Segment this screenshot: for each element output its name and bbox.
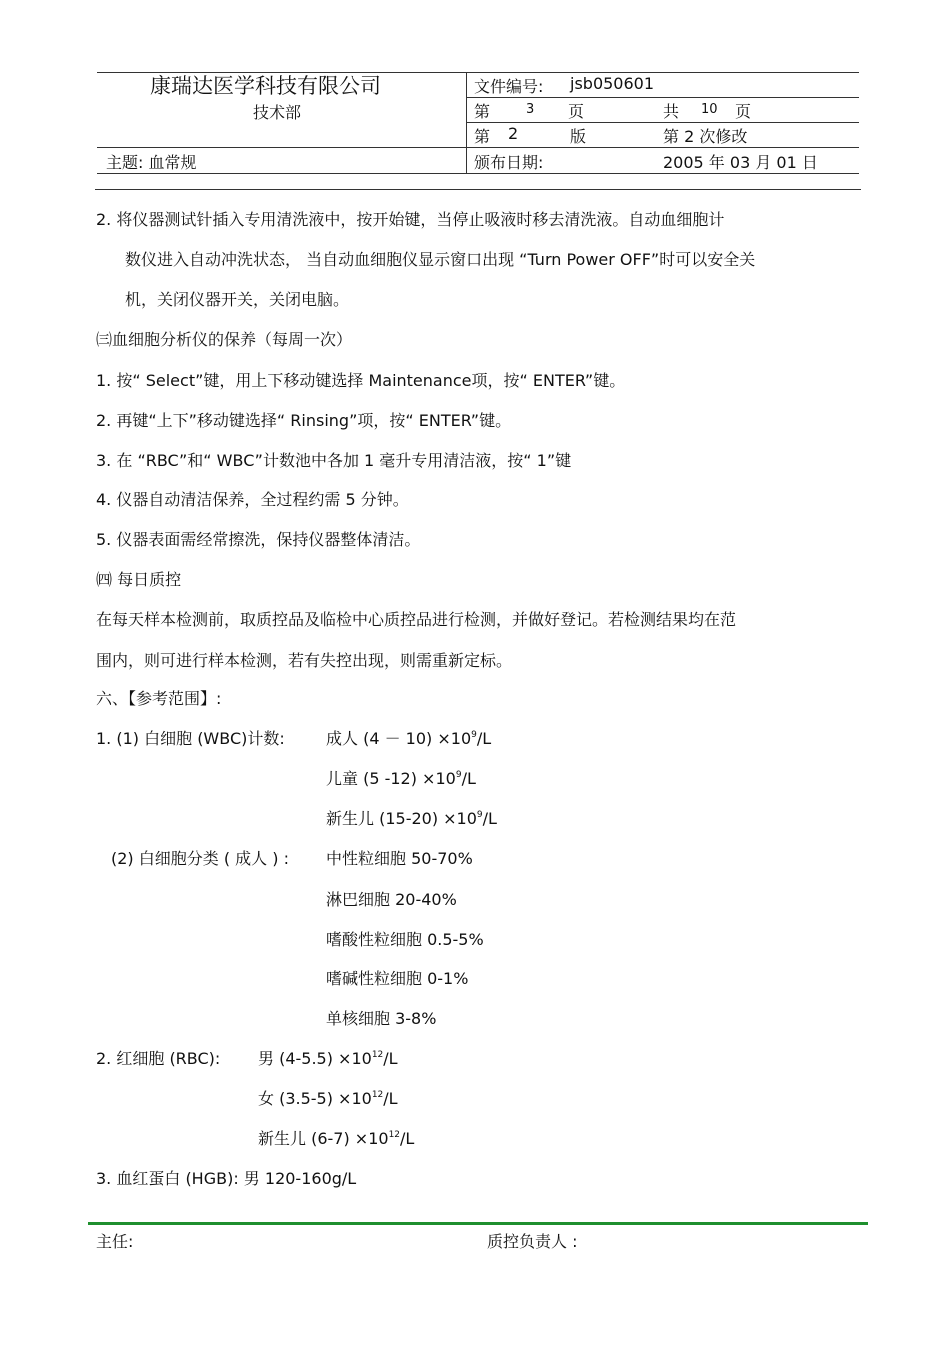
basophil-range: 嗜碱性粒细胞 0-1% xyxy=(326,969,469,988)
wbc-adult-range: 成人 $(4 - 10) \times 10^9/L$ xyxy=(326,729,492,748)
list-item: 4. 仪器自动清洁保养，全过程约需 5 分钟。 xyxy=(96,490,409,509)
page-prefix: 第 xyxy=(474,102,491,121)
neutrophil-range: 中性粒细胞 50-70% xyxy=(326,849,473,868)
rbc-label: 2. 红细胞 (RBC): xyxy=(96,1049,221,1068)
list-item: 3. 在 “RBC”和“ WBC”计数池中各加 1 毫升专用清洁液，按“ 1”键 xyxy=(96,451,572,470)
company-name: 康瑞达医学科技有限公司 xyxy=(150,74,381,98)
list-item: 1. 按“ Select”键，用上下移动键选择 Maintenance项，按“ ENTER”键。 xyxy=(96,371,626,390)
edition-number: 2 xyxy=(508,124,519,143)
section-heading: ㈣ 每日质控 xyxy=(96,570,182,589)
differential-label: (2) 白细胞分类 ( 成人 ) : xyxy=(111,849,289,868)
footer-rule xyxy=(88,1222,868,1225)
rbc-male-range: 男 $(4-5.5) \times 10^{12}/L$ xyxy=(258,1049,398,1068)
eosinophil-range: 嗜酸性粒细胞 0.5-5% xyxy=(326,930,484,949)
table-rule xyxy=(97,173,859,174)
doc-no: jsb050601 xyxy=(570,74,655,93)
table-rule xyxy=(466,97,859,98)
revision: 第 2 次修改 xyxy=(663,127,748,146)
department: 技术部 xyxy=(253,103,302,122)
wbc-child-range: 儿童 (5 $-12) \times 10^9/L$ xyxy=(326,769,476,788)
total-pages: 10 xyxy=(701,102,718,117)
paragraph-line: 2. 将仪器测试针插入专用清洗液中，按开始键，当停止吸液时移去清洗液。自动血细胞计 xyxy=(96,210,725,229)
header-underline xyxy=(95,189,861,190)
rbc-female-range: 女 $(3.5-5) \times 10^{12}/L$ xyxy=(258,1089,398,1108)
issue-date-label: 颁布日期: xyxy=(474,153,544,172)
subject: 主题: 血常规 xyxy=(106,153,197,172)
director-signature-label: 主任: xyxy=(96,1232,134,1251)
page-suffix: 页 xyxy=(568,102,585,121)
paragraph-line: 机，关闭仪器开关，关闭电脑。 xyxy=(125,290,350,309)
doc-no-label: 文件编号: xyxy=(474,77,544,96)
list-item: 2. 再键“上下”移动键选择“ Rinsing”项，按“ ENTER”键。 xyxy=(96,411,512,430)
edition-suffix: 版 xyxy=(570,127,587,146)
monocyte-range: 单核细胞 3-8% xyxy=(326,1009,437,1028)
paragraph-line: 围内，则可进行样本检测，若有失控出现，则需重新定标。 xyxy=(96,651,513,670)
rbc-newborn-range: 新生儿 $(6-7) \times 10^{12}/L$ xyxy=(258,1129,415,1148)
list-item: 5. 仪器表面需经常擦洗，保持仪器整体清洁。 xyxy=(96,530,421,549)
issue-date: 2005 年 03 月 01 日 xyxy=(663,153,818,172)
paragraph-line: 在每天样本检测前，取质控品及临检中心质控品进行检测，并做好登记。若检测结果均在范 xyxy=(96,610,737,629)
section-heading: 六、【参考范围】: xyxy=(96,689,222,708)
table-rule xyxy=(97,147,859,148)
hgb-range: 3. 血红蛋白 (HGB): 男 120-160g/L xyxy=(96,1169,357,1188)
qc-lead-signature-label: 质控负责人 : xyxy=(487,1232,578,1251)
section-heading: ㈢血细胞分析仪的保养（每周一次） xyxy=(96,330,353,349)
paragraph-line: 数仪进入自动冲洗状态， 当自动血细胞仪显示窗口出现 “Turn Power OFF”时可以安全关 xyxy=(125,250,756,269)
table-rule xyxy=(466,122,859,123)
total-prefix: 共 xyxy=(663,102,680,121)
table-divider xyxy=(466,72,467,173)
total-suffix: 页 xyxy=(735,102,752,121)
page-number: 3 xyxy=(526,102,535,117)
wbc-newborn-range: 新生儿 $(15-20) \times 10^9/L$ xyxy=(326,809,497,828)
edition-prefix: 第 xyxy=(474,127,491,146)
lymphocyte-range: 淋巴细胞 20-40% xyxy=(326,890,457,909)
wbc-label: 1. (1) 白细胞 (WBC)计数: xyxy=(96,729,285,748)
